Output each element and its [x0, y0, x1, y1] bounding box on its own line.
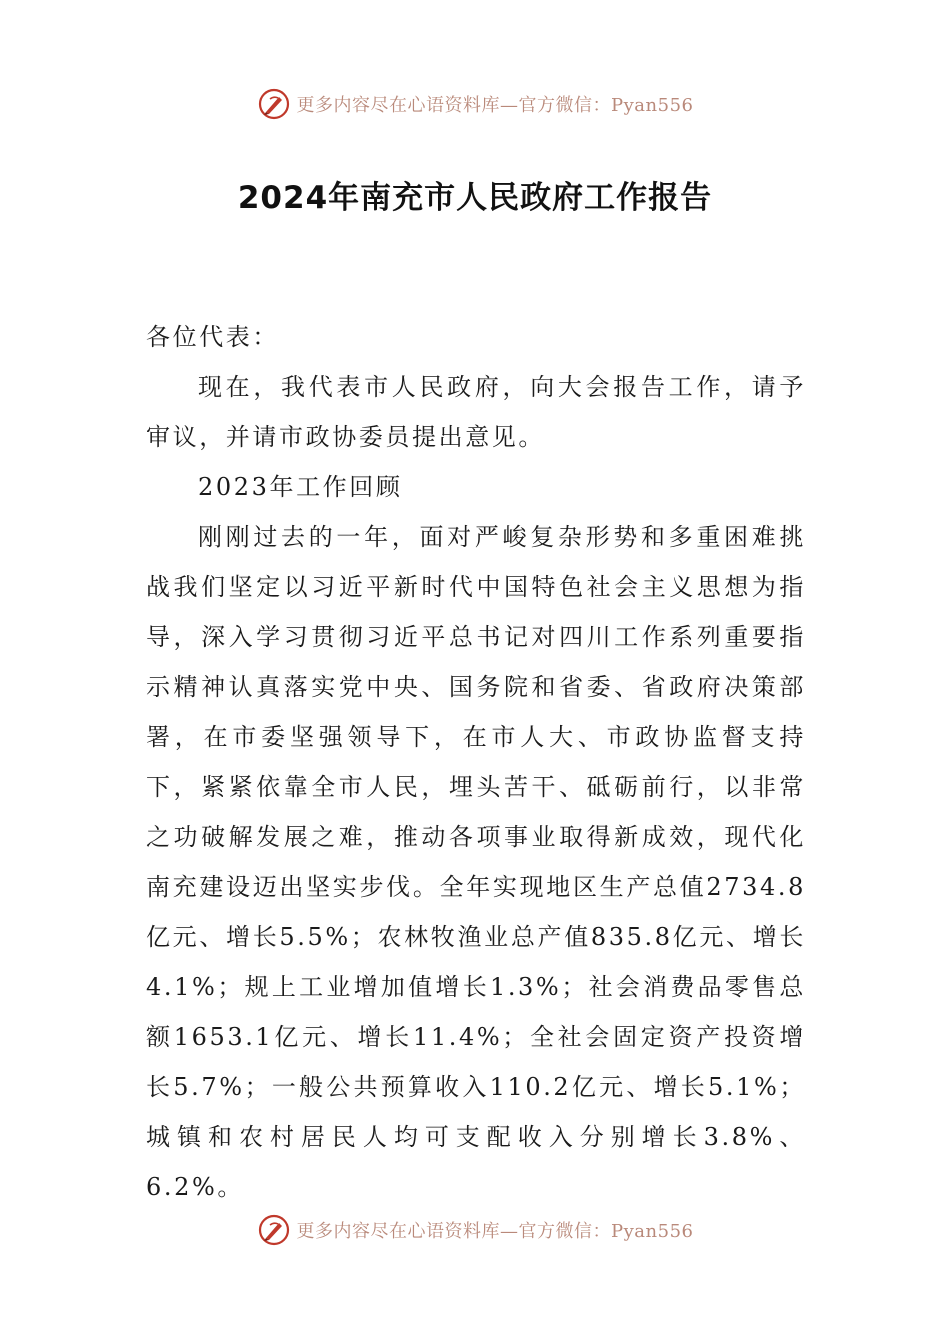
paragraph-intro: 现在，我代表市人民政府，向大会报告工作，请予审议，并请市政协委员提出意见。	[146, 373, 806, 451]
salutation: 各位代表：	[146, 323, 279, 351]
pen-logo-icon	[257, 87, 291, 121]
watermark-text: 更多内容尽在心语资料库—官方微信：Pyan556	[296, 95, 694, 116]
pen-logo-icon	[257, 1213, 291, 1247]
paragraph-review: 刚刚过去的一年，面对严峻复杂形势和多重困难挑战我们坚定以习近平新时代中国特色社会主义思想为指导，深入学习贯彻习近平总书记对四川工作系列重要指示精神认真落实党中央、国务院和省委、省政府决策部署，在市委坚强领导下，在市人大、市政协监督支持下，紧紧依靠全市人民，埋头苦干、砥砺前行，以非常之功破解发展之难，推动各项事业取得新成效，现代化南充建设迈出坚实步伐。全年实现地区生产总值2734.8亿元、增长5.5%；农林牧渔业总产值835.8亿元、增长4.1%；规上工业增加值增长1.3%；社会消费品零售总额1653.1亿元、增长11.4%；全社会固定资产投资增长5.7%；一般公共预算收入110.2亿元、增长5.1%；城镇和农村居民人均可支配收入分别增长3.8%、6.2%。	[146, 523, 806, 1201]
watermark-footer	[0, 1210, 950, 1250]
document-body	[146, 312, 806, 1212]
watermark-text: 更多内容尽在心语资料库—官方微信：Pyan556	[296, 1221, 694, 1242]
section-heading: 2023年工作回顾	[198, 473, 403, 501]
watermark-header	[0, 84, 950, 124]
document-title: 2024年南充市人民政府工作报告	[237, 180, 713, 216]
